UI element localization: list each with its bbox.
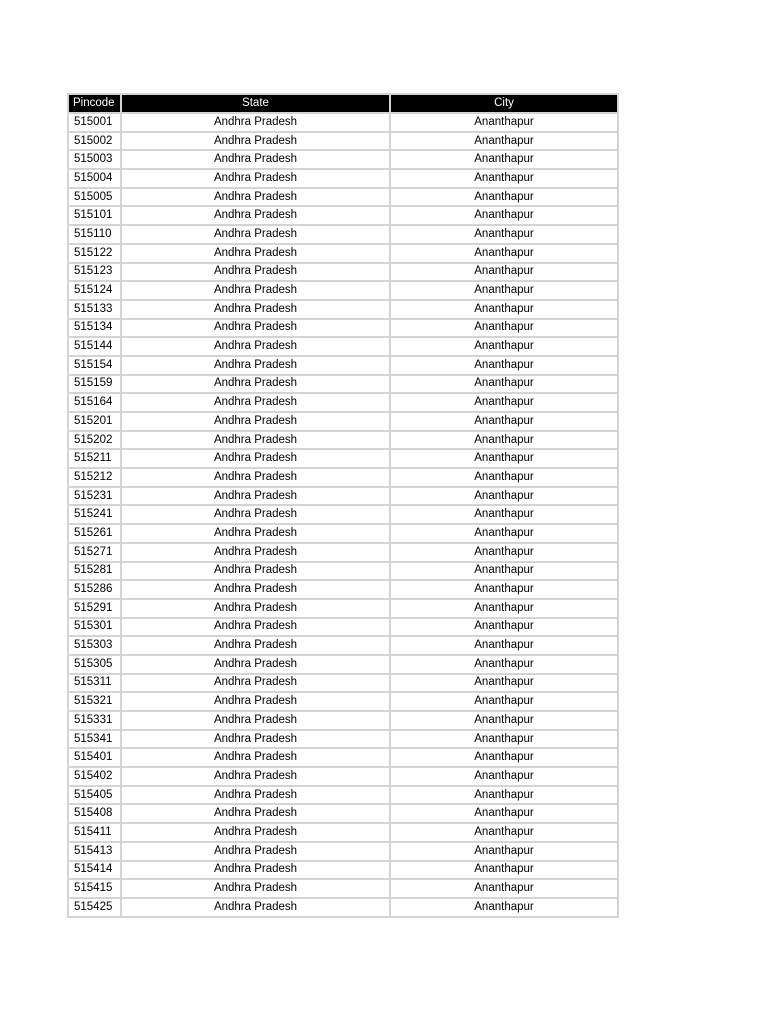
table-row (68, 748, 618, 767)
state-cell: Andhra Pradesh (121, 356, 390, 375)
city-cell: Ananthapur (390, 861, 618, 880)
pincode-cell: 515413 (68, 842, 121, 861)
table-row (68, 263, 618, 282)
table-row (68, 505, 618, 524)
city-cell: Ananthapur (390, 524, 618, 543)
city-cell: Ananthapur (390, 449, 618, 468)
city-cell: Ananthapur (390, 412, 618, 431)
pincode-cell: 515110 (68, 225, 121, 244)
table-row (68, 823, 618, 842)
table-row (68, 393, 618, 412)
column-header-pincode: Pincode (68, 94, 121, 113)
table-row (68, 337, 618, 356)
table-row (68, 730, 618, 749)
state-cell: Andhra Pradesh (121, 861, 390, 880)
table-body (68, 113, 618, 917)
table-row (68, 842, 618, 861)
state-cell: Andhra Pradesh (121, 636, 390, 655)
pincode-cell: 515305 (68, 655, 121, 674)
table-row (68, 674, 618, 693)
state-cell: Andhra Pradesh (121, 337, 390, 356)
city-cell: Ananthapur (390, 263, 618, 282)
city-cell: Ananthapur (390, 636, 618, 655)
pincode-cell: 515123 (68, 263, 121, 282)
pincode-cell: 515212 (68, 468, 121, 487)
city-cell: Ananthapur (390, 879, 618, 898)
pincode-cell: 515133 (68, 300, 121, 319)
table-row (68, 636, 618, 655)
table-header-row (68, 94, 618, 113)
table-row (68, 449, 618, 468)
pincode-cell: 515402 (68, 767, 121, 786)
pincode-cell: 515425 (68, 898, 121, 917)
pincode-cell: 515281 (68, 562, 121, 581)
state-cell: Andhra Pradesh (121, 468, 390, 487)
state-cell: Andhra Pradesh (121, 188, 390, 207)
state-cell: Andhra Pradesh (121, 281, 390, 300)
city-cell: Ananthapur (390, 113, 618, 132)
pincode-cell: 515159 (68, 375, 121, 394)
pincode-cell: 515211 (68, 449, 121, 468)
state-cell: Andhra Pradesh (121, 169, 390, 188)
city-cell: Ananthapur (390, 169, 618, 188)
city-cell: Ananthapur (390, 319, 618, 338)
pincode-cell: 515231 (68, 487, 121, 506)
state-cell: Andhra Pradesh (121, 879, 390, 898)
state-cell: Andhra Pradesh (121, 113, 390, 132)
city-cell: Ananthapur (390, 468, 618, 487)
pincode-cell: 515241 (68, 505, 121, 524)
state-cell: Andhra Pradesh (121, 412, 390, 431)
pincode-cell: 515291 (68, 599, 121, 618)
pincode-cell: 515415 (68, 879, 121, 898)
state-cell: Andhra Pradesh (121, 730, 390, 749)
state-cell: Andhra Pradesh (121, 674, 390, 693)
state-cell: Andhra Pradesh (121, 487, 390, 506)
pincode-cell: 515341 (68, 730, 121, 749)
city-cell: Ananthapur (390, 431, 618, 450)
city-cell: Ananthapur (390, 225, 618, 244)
city-cell: Ananthapur (390, 393, 618, 412)
pincode-cell: 515311 (68, 674, 121, 693)
table-row (68, 618, 618, 637)
city-cell: Ananthapur (390, 356, 618, 375)
table-row (68, 804, 618, 823)
city-cell: Ananthapur (390, 487, 618, 506)
city-cell: Ananthapur (390, 898, 618, 917)
state-cell: Andhra Pradesh (121, 823, 390, 842)
pincode-cell: 515286 (68, 580, 121, 599)
table-row (68, 113, 618, 132)
table-row (68, 431, 618, 450)
city-cell: Ananthapur (390, 748, 618, 767)
city-cell: Ananthapur (390, 842, 618, 861)
state-cell: Andhra Pradesh (121, 524, 390, 543)
state-cell: Andhra Pradesh (121, 206, 390, 225)
state-cell: Andhra Pradesh (121, 263, 390, 282)
city-cell: Ananthapur (390, 786, 618, 805)
pincode-cell: 515271 (68, 543, 121, 562)
pincode-cell: 515134 (68, 319, 121, 338)
state-cell: Andhra Pradesh (121, 580, 390, 599)
table-row (68, 655, 618, 674)
pincode-cell: 515405 (68, 786, 121, 805)
pincode-cell: 515002 (68, 132, 121, 151)
city-cell: Ananthapur (390, 543, 618, 562)
state-cell: Andhra Pradesh (121, 393, 390, 412)
table-row (68, 767, 618, 786)
pincode-cell: 515164 (68, 393, 121, 412)
state-cell: Andhra Pradesh (121, 692, 390, 711)
pincode-cell: 515411 (68, 823, 121, 842)
table-row (68, 412, 618, 431)
state-cell: Andhra Pradesh (121, 767, 390, 786)
state-cell: Andhra Pradesh (121, 505, 390, 524)
state-cell: Andhra Pradesh (121, 132, 390, 151)
pincode-cell: 515414 (68, 861, 121, 880)
city-cell: Ananthapur (390, 804, 618, 823)
table-row (68, 711, 618, 730)
pincode-table (67, 93, 619, 918)
pincode-sheet (67, 93, 617, 918)
city-cell: Ananthapur (390, 674, 618, 693)
city-cell: Ananthapur (390, 655, 618, 674)
state-cell: Andhra Pradesh (121, 375, 390, 394)
city-cell: Ananthapur (390, 132, 618, 151)
city-cell: Ananthapur (390, 711, 618, 730)
table-row (68, 132, 618, 151)
pincode-cell: 515003 (68, 150, 121, 169)
pincode-cell: 515004 (68, 169, 121, 188)
city-cell: Ananthapur (390, 580, 618, 599)
column-header-state: State (121, 94, 390, 113)
state-cell: Andhra Pradesh (121, 842, 390, 861)
table-row (68, 692, 618, 711)
city-cell: Ananthapur (390, 730, 618, 749)
city-cell: Ananthapur (390, 562, 618, 581)
pincode-cell: 515124 (68, 281, 121, 300)
table-row (68, 524, 618, 543)
table-row (68, 244, 618, 263)
table-row (68, 169, 618, 188)
state-cell: Andhra Pradesh (121, 748, 390, 767)
table-row (68, 319, 618, 338)
city-cell: Ananthapur (390, 300, 618, 319)
city-cell: Ananthapur (390, 599, 618, 618)
city-cell: Ananthapur (390, 281, 618, 300)
state-cell: Andhra Pradesh (121, 562, 390, 581)
state-cell: Andhra Pradesh (121, 300, 390, 319)
state-cell: Andhra Pradesh (121, 449, 390, 468)
city-cell: Ananthapur (390, 337, 618, 356)
city-cell: Ananthapur (390, 150, 618, 169)
state-cell: Andhra Pradesh (121, 618, 390, 637)
pincode-cell: 515144 (68, 337, 121, 356)
table-row (68, 150, 618, 169)
pincode-cell: 515401 (68, 748, 121, 767)
pincode-cell: 515408 (68, 804, 121, 823)
pincode-cell: 515005 (68, 188, 121, 207)
state-cell: Andhra Pradesh (121, 655, 390, 674)
table-row (68, 861, 618, 880)
table-row (68, 225, 618, 244)
column-header-city: City (390, 94, 618, 113)
city-cell: Ananthapur (390, 767, 618, 786)
table-row (68, 786, 618, 805)
state-cell: Andhra Pradesh (121, 711, 390, 730)
pincode-cell: 515122 (68, 244, 121, 263)
table-row (68, 281, 618, 300)
state-cell: Andhra Pradesh (121, 786, 390, 805)
pincode-cell: 515101 (68, 206, 121, 225)
table-row (68, 356, 618, 375)
state-cell: Andhra Pradesh (121, 319, 390, 338)
state-cell: Andhra Pradesh (121, 225, 390, 244)
pincode-cell: 515201 (68, 412, 121, 431)
table-row (68, 879, 618, 898)
state-cell: Andhra Pradesh (121, 599, 390, 618)
state-cell: Andhra Pradesh (121, 244, 390, 263)
pincode-cell: 515321 (68, 692, 121, 711)
pincode-cell: 515202 (68, 431, 121, 450)
pincode-cell: 515331 (68, 711, 121, 730)
table-row (68, 487, 618, 506)
city-cell: Ananthapur (390, 206, 618, 225)
table-row (68, 206, 618, 225)
city-cell: Ananthapur (390, 244, 618, 263)
table-row (68, 543, 618, 562)
city-cell: Ananthapur (390, 505, 618, 524)
city-cell: Ananthapur (390, 823, 618, 842)
state-cell: Andhra Pradesh (121, 150, 390, 169)
pincode-cell: 515301 (68, 618, 121, 637)
city-cell: Ananthapur (390, 188, 618, 207)
table-row (68, 468, 618, 487)
table-row (68, 375, 618, 394)
pincode-cell: 515001 (68, 113, 121, 132)
state-cell: Andhra Pradesh (121, 898, 390, 917)
city-cell: Ananthapur (390, 375, 618, 394)
state-cell: Andhra Pradesh (121, 431, 390, 450)
pincode-cell: 515303 (68, 636, 121, 655)
pincode-cell: 515261 (68, 524, 121, 543)
table-row (68, 562, 618, 581)
state-cell: Andhra Pradesh (121, 804, 390, 823)
city-cell: Ananthapur (390, 618, 618, 637)
table-row (68, 300, 618, 319)
city-cell: Ananthapur (390, 692, 618, 711)
table-row (68, 580, 618, 599)
table-row (68, 188, 618, 207)
table-row (68, 898, 618, 917)
pincode-cell: 515154 (68, 356, 121, 375)
state-cell: Andhra Pradesh (121, 543, 390, 562)
table-row (68, 599, 618, 618)
